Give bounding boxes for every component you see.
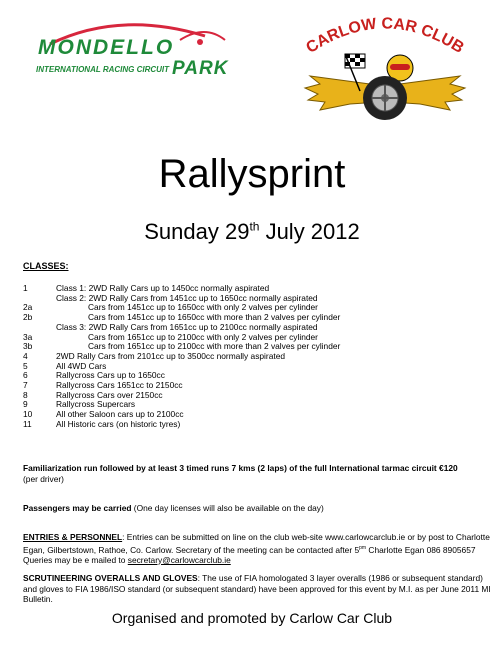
class-number: 3a: [23, 331, 33, 342]
class-description: Rallycross Cars over 2150cc: [56, 389, 163, 400]
class-number: 5: [23, 360, 28, 371]
class-number: 10: [23, 409, 33, 420]
class-description: Cars from 1651cc up to 2100cc with only 2 valves per cylinder: [88, 331, 318, 342]
date-prefix: Sunday 29: [144, 219, 250, 244]
mondello-park-logo: [30, 14, 270, 84]
passengers-bold: Passengers may be carried: [23, 503, 132, 513]
scrutineering-paragraph: [23, 573, 491, 605]
passengers-note: (One day licenses will also be available on the day): [131, 503, 324, 513]
class-number: 1: [23, 283, 28, 293]
class-description: Class 2: 2WD Rally Cars from 1451cc up to 1650cc normally aspirated: [56, 292, 318, 303]
class-description: All Historic cars (on historic tyres): [56, 418, 181, 429]
class-number: 11: [23, 418, 32, 429]
class-description: Class 3: 2WD Rally Cars from 1651cc up to 2100cc normally aspirated: [56, 321, 318, 332]
entries-text-2: Charlotte Egan 086 8905657 Queries may be e mailed to: [23, 544, 476, 565]
class-description: Cars from 1451cc up to 1650cc with more than 2 valves per cylinder: [88, 312, 341, 323]
class-description: Rallycross Supercars: [56, 399, 136, 410]
class-description: Cars from 1451cc up to 1650cc with only 2 valves per cylinder: [88, 302, 318, 313]
secretary-email-link[interactable]: secretary@carlowcarclub.ie: [127, 554, 231, 565]
carlow-logo-text: CARLOW CAR CLUB: [303, 15, 467, 57]
date-ordinal: th: [249, 219, 260, 234]
carlow-car-club-logo: [290, 6, 480, 134]
entries-paragraph: [23, 532, 491, 565]
page-title: Rallysprint: [158, 152, 346, 196]
mondello-park-word: PARK: [172, 58, 229, 79]
scrutineering-text: : The use of FIA homologated 3 layer overalls (1986 or subsequent standard) and gloves to FIA 1986/ISO standard (or subsequent standard) have been approved for this event by M.I. as per June 2011 MI Bulletin.: [23, 573, 491, 604]
class-number: 2b: [23, 312, 33, 323]
class-number: 3b: [23, 341, 33, 352]
passengers-paragraph: [23, 503, 491, 514]
class-description: 2WD Rally Cars from 2101cc up to 3500cc normally aspirated: [56, 350, 286, 361]
entries-text-1: : Entries can be submitted on line on the club web-site www.carlowcarclub.ie or by post to Charlotte Egan, Gilbertstown, Rathoe, Co. Carlow. Secretary of the meeting can be contacted after 5: [23, 532, 490, 555]
class-number: 4: [23, 350, 28, 361]
entries-sup: pm: [359, 544, 367, 551]
class-description: Rallycross Cars up to 1650cc: [56, 370, 165, 381]
class-number: 9: [23, 399, 28, 410]
mondello-wordmark: MONDELLO: [38, 36, 175, 59]
class-description: Rallycross Cars 1651cc to 2150cc: [56, 380, 183, 390]
class-number: 8: [23, 389, 28, 400]
footer-organiser: Organised and promoted by Carlow Car Club: [111, 610, 393, 626]
date-suffix: July 2012: [259, 219, 360, 244]
classes-heading: CLASSES:: [23, 261, 69, 271]
class-description: Cars from 1651cc up to 2100cc with more than 2 valves per cylinder: [88, 341, 341, 352]
class-number: 2a: [23, 302, 33, 313]
class-number: 6: [23, 370, 28, 381]
class-description: All other Saloon cars up to 2100cc: [56, 409, 184, 420]
event-date: [0, 218, 504, 246]
class-description: All 4WD Cars: [56, 360, 107, 371]
entries-heading: ENTRIES & PERSONNEL: [23, 532, 123, 542]
mondello-subtitle: INTERNATIONAL RACING CIRCUIT: [36, 65, 170, 74]
class-description: Class 1: 2WD Rally Cars up to 1450cc normally aspirated: [56, 283, 270, 293]
carlow-emblem-icon: [290, 6, 480, 134]
familiarization-note: (per driver): [23, 473, 64, 484]
familiarization-bold: Familiarization run followed by at least 3 timed runs 7 kms (2 laps) of the full International tarmac circuit €120: [23, 463, 458, 473]
familiarization-paragraph: [23, 463, 491, 484]
svg-text:CARLOW CAR CLUB: [303, 15, 466, 57]
scrutineering-heading: SCRUTINEERING OVERALLS AND GLOVES: [23, 573, 198, 583]
class-number: 7: [23, 380, 28, 390]
